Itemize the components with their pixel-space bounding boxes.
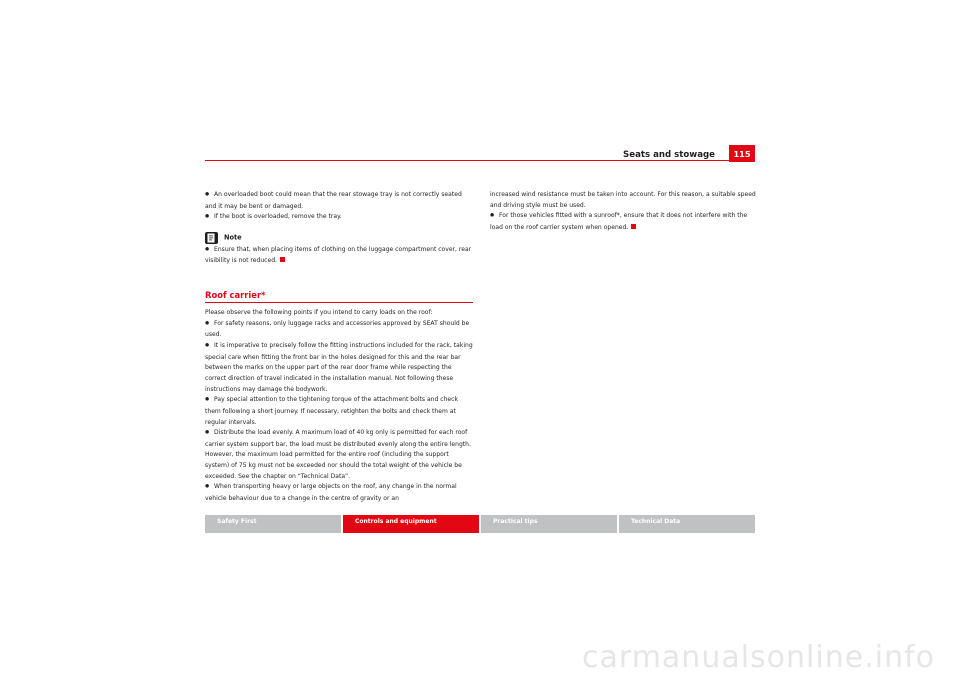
watermark: carmanualsonline.info [582,640,935,675]
section-rule [205,302,473,303]
bullet-heavy-objects: ● When transporting heavy or large objects on the roof, any change in the normal vehicle behaviour due to a change in the centre of gravity or an [205,482,473,504]
bullet-distribute-load: ● Distribute the load evenly. A maximum load of 40 kg only is permitted for each roof carrier system support bar, the load must be distributed evenly along the entire length. However, the maximum load permitted for the entire roof (including the support system) of 75 kg must not be exceeded nor should the total weight of the vehicle be exceeded. See the chapter on “Technical Data”. [205,428,473,482]
sunroof-bullet-text: ● For those vehicles fitted with a sunroof*, ensure that it does not interfere with the load on the roof carrier system when opened. [490,212,747,231]
continuation-text: increased wind resistance must be taken into account. For this reason, a suitable speed and driving style must be used. [490,191,756,209]
section-end-mark [631,224,636,229]
bullet-tightening-torque: ● Pay special attention to the tightening torque of the attachment bolts and check them following a short journey. If necessary, retighten the bolts and check them at regular intervals. [205,395,473,428]
note-label: Note [223,233,242,242]
bullet-approved-racks: ● For safety reasons, only luggage racks and accessories approved by SEAT should be used. [205,319,473,341]
footer-tab-technical-data[interactable]: Technical Data [619,515,755,533]
footer-tab-practical-tips[interactable]: Practical tips [481,515,617,533]
footer-nav [205,515,755,533]
page-header-title: Seats and stowage [623,150,715,160]
bullet-fitting-instructions: ● It is imperative to precisely follow the fitting instructions included for the rack, taking special care when fitting the front bar in the holes designed for this and the rear bar between the marks on the upper part of the rear door frame while respecting the correct direction of travel indicated in the installation manual. Not following these instructions may damage the bodywork. [205,341,473,395]
bullet-remove-tray: ● If the boot is overloaded, remove the tray. [205,212,473,224]
footer-tab-safety-first[interactable]: Safety First [205,515,341,533]
note-icon [205,232,218,244]
section-end-mark [280,257,285,262]
sunroof-bullet [490,211,758,233]
bullet-overloaded-boot: ● An overloaded boot could mean that the rear stowage tray is not correctly seated and it may be bent or damaged. [205,190,473,212]
footer-tab-controls-and-equipment[interactable]: Controls and equipment [343,515,479,533]
header-rule [205,160,755,161]
roof-carrier-intro: Please observe the following points if you intend to carry loads on the roof: [205,308,433,316]
note-block [205,232,473,245]
left-column [205,190,473,505]
note-bullet-text: ● Ensure that, when placing items of clothing on the luggage compartment cover, rear visibility is not reduced. [205,246,471,265]
right-column [490,190,758,234]
page-number: 115 [729,145,755,162]
note-bullet [205,245,473,267]
section-title-roof-carrier: Roof carrier* [205,289,266,300]
